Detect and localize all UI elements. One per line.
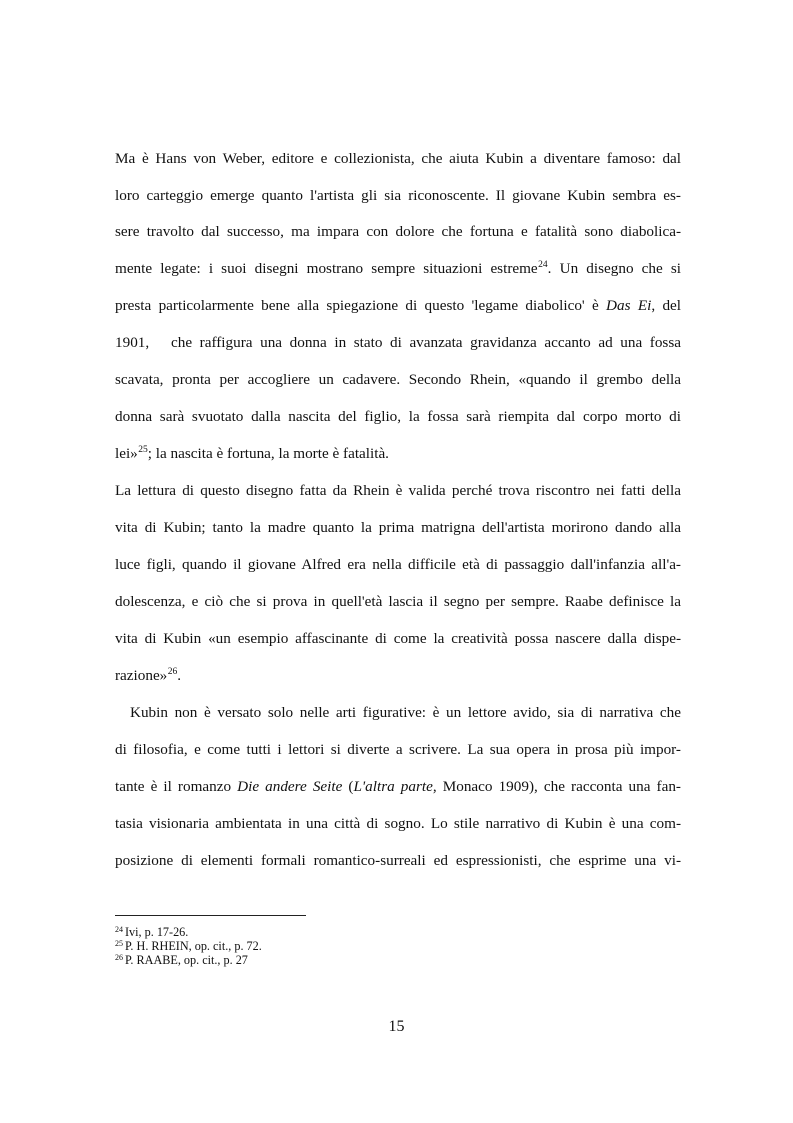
footnote: $^{26}$ P. RAABE, op. cit., p. 27: [115, 953, 248, 967]
body-line: tante è il romanzo Die andere Seite (L'altra parte, Monaco 1909), che racconta una fan-: [115, 778, 681, 795]
footnote-divider: [115, 915, 306, 916]
body-line: Kubin non è versato solo nelle arti figurative: è un lettore avido, sia di narrativa che: [130, 704, 681, 721]
body-line: sere travolto dal successo, ma impara con dolore che fortuna e fatalità sono diabolica-: [115, 223, 681, 240]
body-line: presta particolarmente bene alla spiegazione di questo 'legame diabolico' è Das Ei, del: [115, 297, 681, 314]
body-line: dolescenza, e ciò che si prova in quell'età lascia il segno per sempre. Raabe definisce la: [115, 593, 681, 610]
footnote-ref: 24: [538, 260, 548, 270]
body-line: mente legate: i suoi disegni mostrano sempre situazioni estreme$^{24}$. Un disegno che si: [115, 260, 681, 277]
footnote-ref: 25: [138, 445, 148, 455]
page-number: 15: [388, 1018, 405, 1035]
body-line: vita di Kubin «un esempio affascinante di come la creatività possa nascere dalla dispe-: [115, 630, 681, 647]
body-line: vita di Kubin; tanto la madre quanto la prima matrigna dell'artista morirono dando alla: [115, 519, 681, 536]
footnote: $^{25}$ P. H. RHEIN, op. cit., p. 72.: [115, 939, 262, 953]
body-line: posizione di elementi formali romantico-surreali ed espressionisti, che esprime una vi-: [115, 852, 681, 869]
body-line: di filosofia, e come tutti i lettori si diverte a scrivere. La sua opera in prosa più impor-: [115, 741, 681, 758]
body-line: La lettura di questo disegno fatta da Rhein è valida perché trova riscontro nei fatti della: [115, 482, 681, 499]
footnote: $^{24}$ Ivi, p. 17-26.: [115, 925, 189, 939]
body-line: 1901, che raffigura una donna in stato di avanzata gravidanza accanto ad una fossa: [115, 334, 681, 351]
footnote-ref: 26: [167, 667, 178, 677]
body-line: tasia visionaria ambientata in una città di sogno. Lo stile narrativo di Kubin è una com-: [115, 815, 681, 832]
body-line: lei»$^{25}$; la nascita è fortuna, la morte è fatalità.: [115, 445, 389, 462]
body-line: Ma è Hans von Weber, editore e collezionista, che aiuta Kubin a diventare famoso: dal: [115, 150, 681, 167]
body-line: scavata, pronta per accogliere un cadavere. Secondo Rhein, «quando il grembo della: [115, 371, 681, 388]
body-line: loro carteggio emerge quanto l'artista gli sia riconoscente. Il giovane Kubin sembra es-: [115, 187, 681, 204]
body-line: donna sarà svuotato dalla nascita del figlio, la fossa sarà riempita dal corpo morto di: [115, 408, 681, 425]
body-line: razione»$^{26}$.: [115, 667, 182, 684]
body-line: luce figli, quando il giovane Alfred era nella difficile età di passaggio dall'infanzia all'a-: [115, 556, 681, 573]
